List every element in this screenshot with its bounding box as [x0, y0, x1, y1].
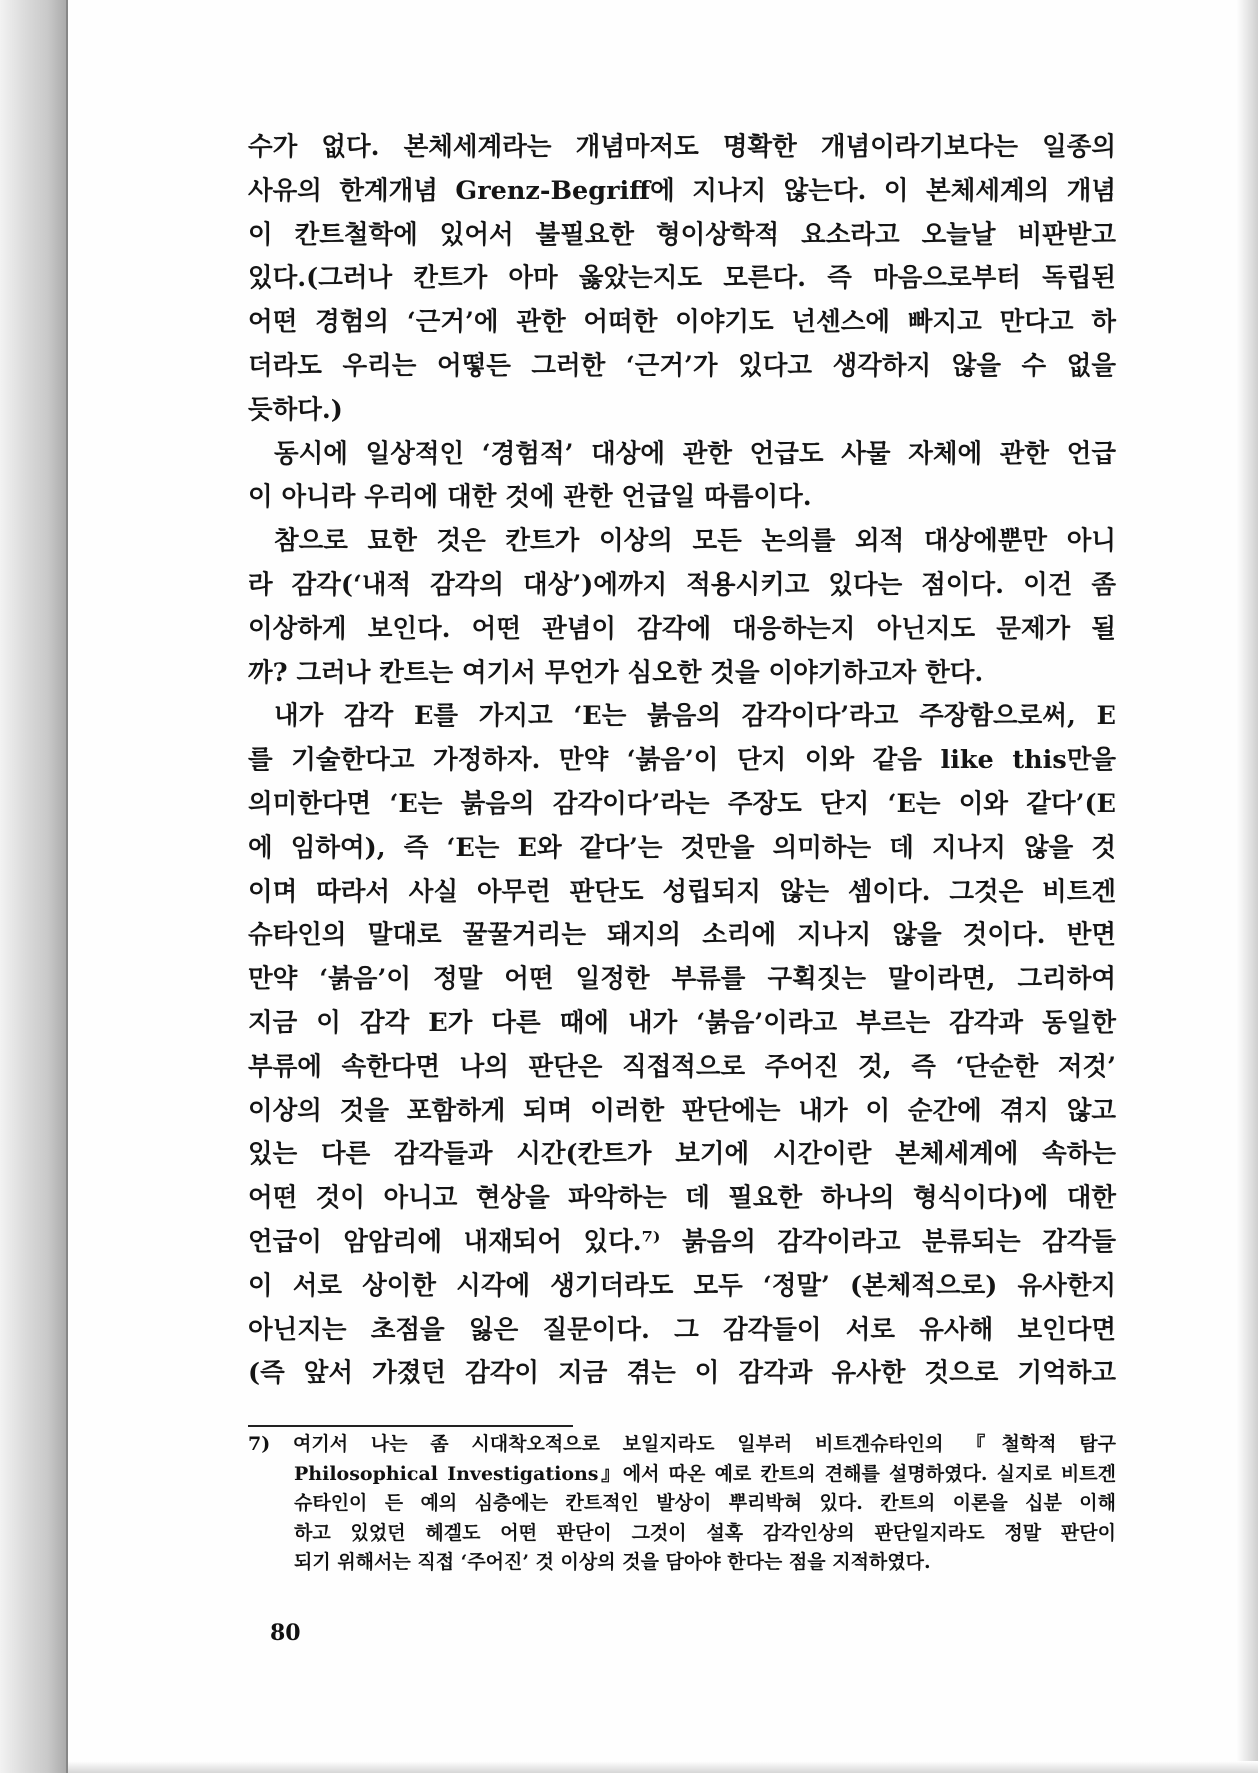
page-number: 80: [270, 1620, 301, 1646]
body-line: 언급이 암암리에 내재되어 있다.⁷⁾ 붉음의 감각이라고 분류되는 감각들: [248, 1226, 1116, 1257]
body-line: 부류에 속한다면 나의 판단은 직접적으로 주어진 것, 즉 ‘단순한 저것’: [248, 1051, 1116, 1082]
footnote-line: 하고 있었던 헤겔도 어떤 판단이 그것이 설혹 감각인상의 판단일지라도 정말 판단이: [294, 1521, 1116, 1544]
footnote-divider: [248, 1425, 573, 1427]
book-spine-shadow: [0, 0, 68, 1773]
body-line: 지금 이 감각 E가 다른 때에 내가 ‘붉음’이라고 부르는 감각과 동일한: [248, 1007, 1116, 1038]
footnote-line: 되기 위해서는 직접 ‘주어진’ 것 이상의 것을 담아야 한다는 점을 지적하였다.: [294, 1551, 931, 1573]
body-line: 더라도 우리는 어떻든 그러한 ‘근거’가 있다고 생각하지 않을 수 없을: [248, 350, 1116, 381]
body-line: 라 감각(‘내적 감각의 대상’)에까지 적용시키고 있다는 점이다. 이건 좀: [248, 569, 1116, 600]
body-line: 만약 ‘붉음’이 정말 어떤 일정한 부류를 구획짓는 말이라면, 그리하여: [248, 964, 1116, 995]
body-line: 슈타인의 말대로 꿀꿀거리는 돼지의 소리에 지나지 않을 것이다. 반면: [248, 920, 1116, 951]
footnote-line: Philosophical Investigations』에서 따온 예로 칸트의 견해를 설명하였다. 실지로 비트겐: [294, 1462, 1116, 1485]
body-line: 어떤 경험의 ‘근거’에 관한 어떠한 이야기도 넌센스에 빠지고 만다고 하: [248, 307, 1116, 338]
footnote-line: 7) 여기서 나는 좀 시대착오적으로 보일지라도 일부러 비트겐슈타인의 『철학적 탐구: [248, 1433, 1116, 1455]
body-line: 있다.(그러나 칸트가 아마 옳았는지도 모른다. 즉 마음으로부터 독립된: [248, 263, 1116, 294]
body-line: 이상의 것을 포함하게 되며 이러한 판단에는 내가 이 순간에 겪지 않고: [248, 1095, 1116, 1126]
body-line: 의미한다면 ‘E는 붉음의 감각이다’라는 주장도 단지 ‘E는 이와 같다’(E: [248, 788, 1116, 819]
body-line: (즉 앞서 가졌던 감각이 지금 겪는 이 감각과 유사한 것으로 기억하고: [248, 1358, 1116, 1389]
body-line: 내가 감각 E를 가지고 ‘E는 붉음의 감각이다’라고 주장함으로써, E: [274, 701, 1116, 732]
body-line: 를 기술한다고 가정하자. 만약 ‘붉음’이 단지 이와 같음 like this만을: [248, 745, 1116, 776]
page-bottom-shadow: [68, 1761, 1258, 1773]
body-line: 있는 다른 감각들과 시간(칸트가 보기에 시간이란 본체세계에 속하는: [248, 1139, 1116, 1170]
body-line: 이며 따라서 사실 아무런 판단도 성립되지 않는 셈이다. 그것은 비트겐: [248, 876, 1116, 907]
footnote: [248, 1430, 1116, 1578]
body-line: 이 서로 상이한 시각에 생기더라도 모두 ‘정말’ (본체적으로) 유사한지: [248, 1270, 1116, 1301]
body-line: 에 임하여), 즉 ‘E는 E와 같다’는 것만을 의미하는 데 지나지 않을 것: [248, 832, 1116, 863]
body-line: 수가 없다. 본체세계라는 개념마저도 명확한 개념이라기보다는 일종의: [248, 132, 1116, 162]
body-line: 이 아니라 우리에 대한 것에 관한 언급일 따름이다.: [248, 482, 812, 513]
body-text: [248, 126, 1116, 1396]
body-line: 이상하게 보인다. 어떤 관념이 감각에 대응하는지 아닌지도 문제가 될: [248, 613, 1116, 644]
body-line: 사유의 한계개념 Grenz-Begriff에 지나지 않는다. 이 본체세계의 개념: [248, 175, 1116, 206]
body-line: 참으로 묘한 것은 칸트가 이상의 모든 논의를 외적 대상에뿐만 아니: [274, 526, 1116, 557]
body-line: 듯하다.): [248, 394, 343, 425]
body-line: 동시에 일상적인 ‘경험적’ 대상에 관한 언급도 사물 자체에 관한 언급: [274, 438, 1116, 469]
body-line: 이 칸트철학에 있어서 불필요한 형이상학적 요소라고 오늘날 비판받고: [248, 219, 1116, 250]
page-right-shadow: [1236, 0, 1258, 1773]
body-line: 아닌지는 초점을 잃은 질문이다. 그 감각들이 서로 유사해 보인다면: [248, 1314, 1116, 1345]
body-line: 까? 그러나 칸트는 여기서 무언가 심오한 것을 이야기하고자 한다.: [248, 657, 984, 688]
body-line: 어떤 것이 아니고 현상을 파악하는 데 필요한 하나의 형식이다)에 대한: [248, 1183, 1116, 1214]
footnote-line: 슈타인이 든 예의 심층에는 칸트적인 발상이 뿌리박혀 있다. 칸트의 이론을 십분 이해: [294, 1492, 1116, 1514]
